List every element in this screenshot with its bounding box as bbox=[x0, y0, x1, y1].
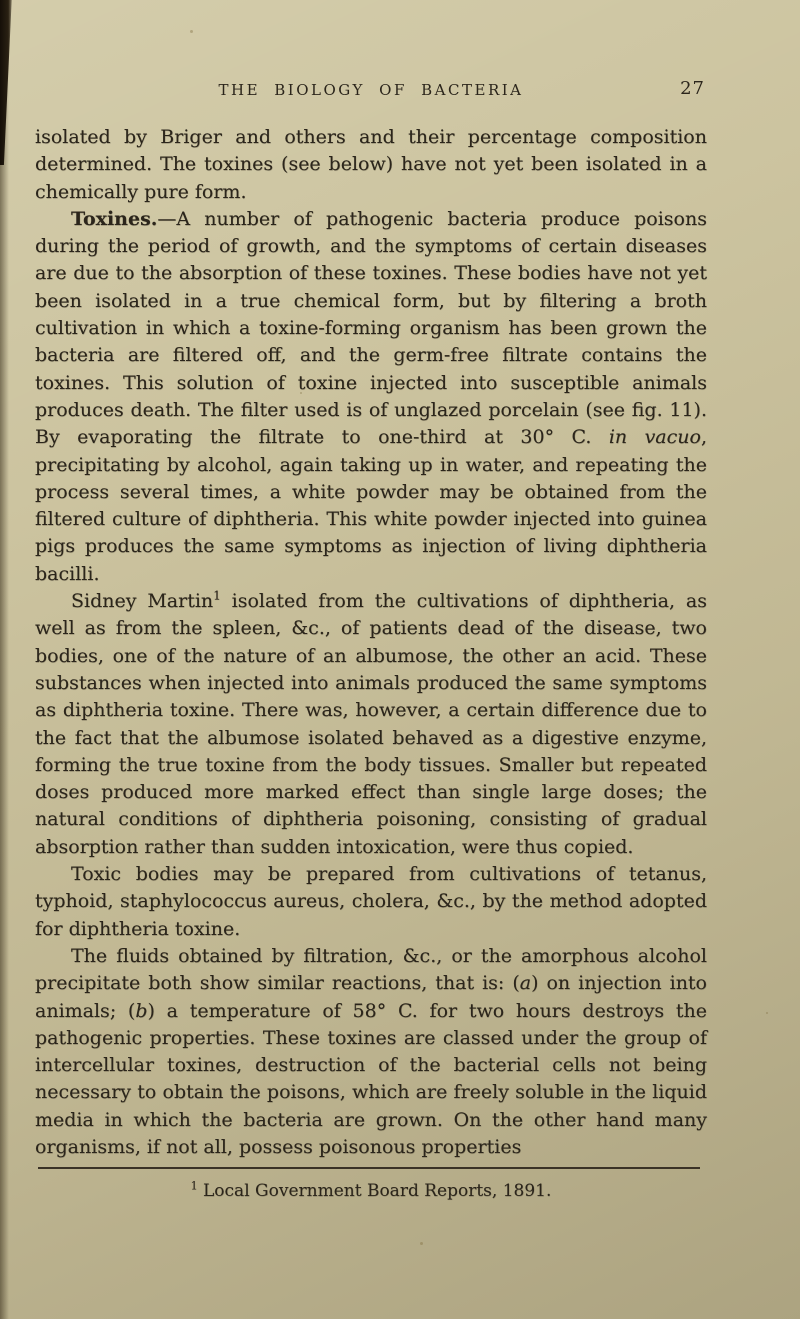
running-header bbox=[35, 80, 707, 104]
text-segment: isolated by Briger and others and their percentage composition determined. The toxines (see below) have not yet been isolated in a chemically pure form. bbox=[35, 126, 707, 203]
footnote-marker: 1 bbox=[190, 1179, 198, 1193]
footnote bbox=[35, 1179, 707, 1203]
text-segment: Toxines. bbox=[71, 207, 158, 230]
text-segment: —A number of pathogenic bacteria produce poisons during the period of growth, and the symptoms of certain diseases are due to the absorption of these toxines. These bodies have not yet been isolated in a true chemical form, but by filtering a broth cultivation in which a toxine-forming organism has been grown the bacteria are filtered off, and the germ-free filtrate contains the toxines. This solution of toxine injected into susceptible animals produces death. The filter used is of unglazed porcelain (see fig. 11). By evaporating the filtrate to one-third at 30° C. bbox=[35, 207, 707, 449]
text-segment: ) a temperature of 58° C. for two hours destroys the pathogenic properties. These toxines are classed under the group of intercellular toxines, destruction of the bacterial cells not being necessary to obtain the poisons, which are freely soluble in the liquid media in which the bacteria are grown. On the other hand many organisms, if not all, possess poisonous properties bbox=[35, 999, 707, 1158]
text-segment: 1 bbox=[213, 588, 221, 603]
page-header-title: THE BIOLOGY OF BACTERIA bbox=[218, 81, 524, 99]
paragraph bbox=[35, 588, 707, 861]
footnote-divider bbox=[38, 1167, 700, 1169]
text-segment: ) on injection into animals; ( bbox=[35, 972, 708, 1022]
paper-speck bbox=[766, 1012, 768, 1014]
paragraph bbox=[35, 943, 707, 1161]
body-text bbox=[35, 124, 707, 1161]
paper-speck bbox=[190, 30, 193, 33]
footnote-text: Local Government Board Reports, 1891. bbox=[203, 1181, 552, 1201]
text-segment: Sidney Martin bbox=[71, 590, 214, 613]
page-edge-shadow bbox=[0, 0, 9, 1319]
text-segment: isolated from the cultivations of diphtheria, as well as from the spleen, &c., of patients dead of the disease, two bodies, one of the nature of an albumose, the other an acid. These substances when injected into animals produced the same symptoms as diphtheria toxine. There was, however, a certain difference due to the fact that the albumose isolated behaved as a digestive enzyme, forming the true toxine from the body tissues. Smaller but repeated doses produced more marked effect than single large doses; the natural conditions of diphtheria poisoning, consisting of gradual absorption rather than sudden intoxication, were thus copied. bbox=[35, 590, 707, 858]
paragraph bbox=[35, 124, 707, 206]
text-segment: , precipitating by alcohol, again taking up in water, and repeating the process several times, a white powder may be obtained from the filtered culture of diphtheria. This white powder injected into guinea pigs produces the same symptoms as injection of living diphtheria bacilli. bbox=[35, 426, 708, 585]
spine-shadow bbox=[0, 0, 15, 165]
text-segment: The fluids obtained by filtration, &c., or the amorphous alcohol precipitate both show similar reactions, that is: ( bbox=[35, 944, 707, 995]
page-number: 27 bbox=[680, 78, 705, 99]
text-segment: Toxic bodies may be prepared from cultivations of tetanus, typhoid, staphylococcus aureus, cholera, &c., by the method adopted for diphtheria toxine. bbox=[35, 863, 707, 940]
text-segment: a bbox=[519, 972, 532, 995]
paper-speck bbox=[420, 1242, 423, 1245]
text-segment: b bbox=[135, 999, 148, 1022]
paragraph bbox=[35, 206, 707, 588]
paragraph bbox=[35, 861, 707, 943]
text-segment: in vacuo bbox=[608, 426, 701, 449]
